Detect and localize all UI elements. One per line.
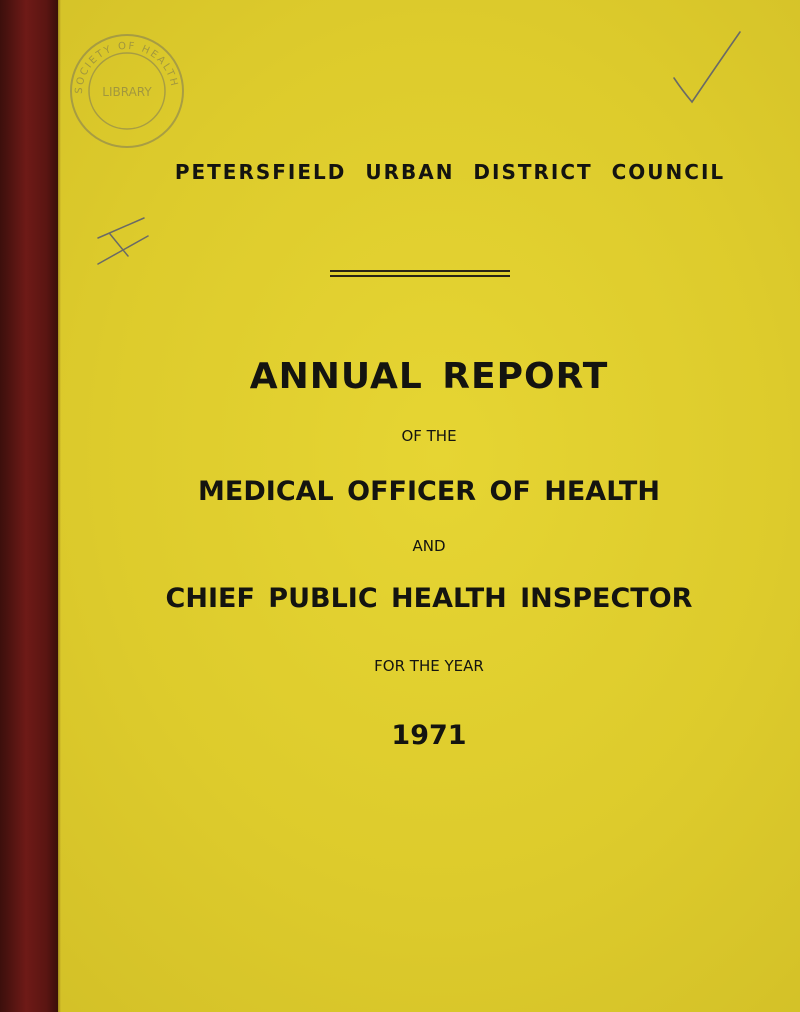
report-year: 1971 — [391, 720, 467, 751]
for-the-year-text: FOR THE YEAR — [374, 657, 484, 675]
of-the-text: OF THE — [401, 427, 457, 445]
pencil-tally-mark-icon — [94, 216, 150, 268]
and-text: AND — [412, 537, 446, 555]
stamp-ring-text: SOCIETY OF HEALTH — [73, 40, 180, 95]
council-name: PETERSFIELD URBAN DISTRICT COUNCIL — [174, 160, 726, 184]
double-rule-bottom — [330, 275, 510, 277]
report-title: ANNUAL REPORT — [249, 356, 609, 397]
double-rule-top — [330, 270, 510, 272]
library-stamp — [62, 26, 192, 156]
medical-officer-heading: MEDICAL OFFICER OF HEALTH — [198, 476, 660, 507]
chief-inspector-heading: CHIEF PUBLIC HEALTH INSPECTOR — [165, 583, 693, 614]
pencil-check-mark-icon — [672, 30, 742, 105]
binding-spine — [0, 0, 58, 1012]
stamp-center-text: LIBRARY — [102, 85, 152, 99]
